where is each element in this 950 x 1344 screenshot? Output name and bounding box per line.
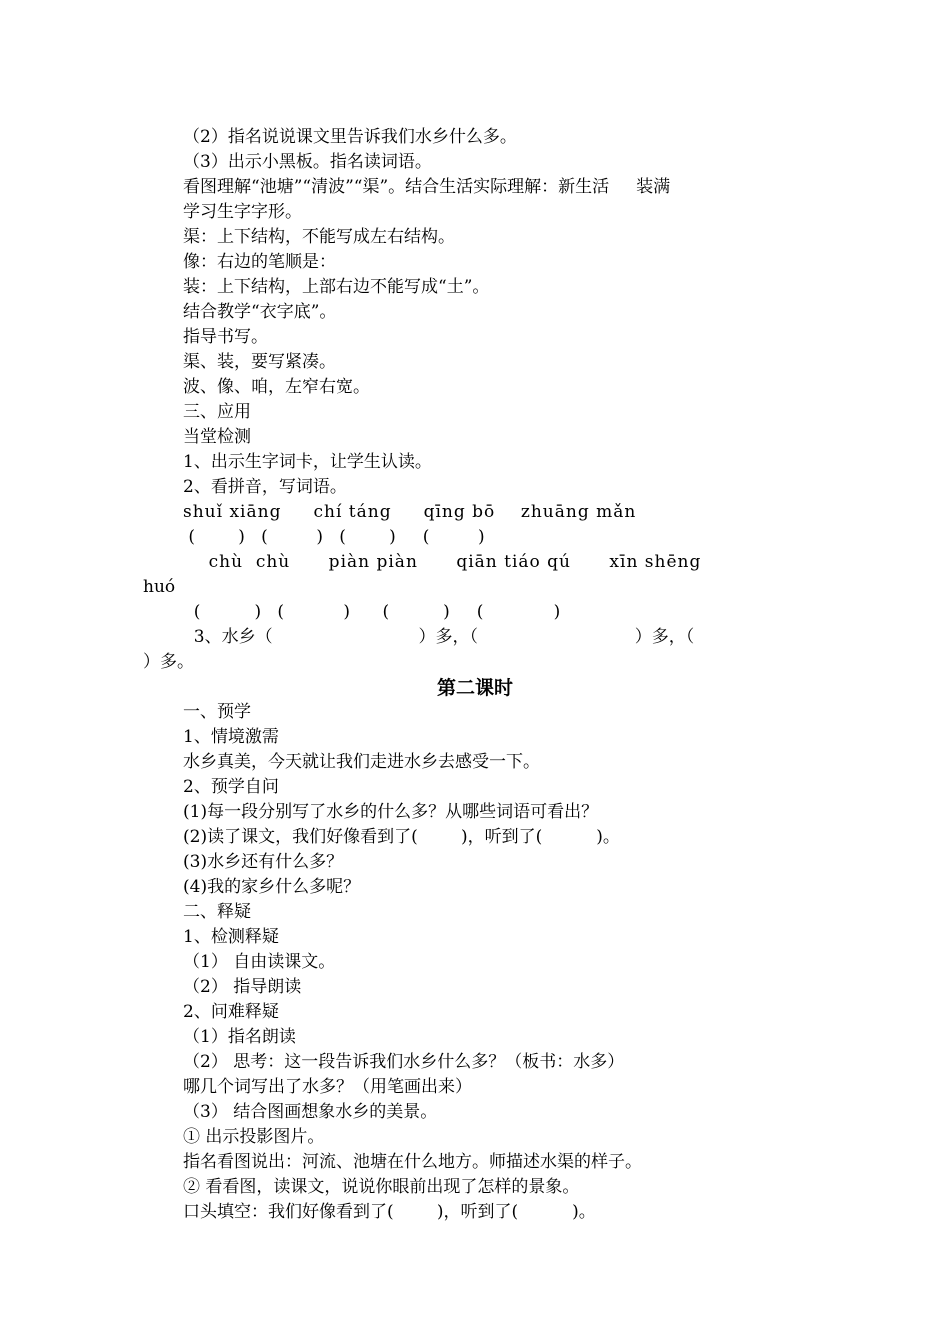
text-line: 2、问难释疑 (183, 1002, 279, 1022)
text-line: 1、出示生字词卡，让学生认读。 (183, 452, 432, 472)
text-line: 1、检测释疑 (183, 927, 279, 947)
text-line: (3)水乡还有什么多？ (183, 852, 344, 872)
text-line: 看图理解“池塘”“清波”“渠”。结合生活实际理解：新生活 装满 (183, 177, 671, 197)
pinyin-line: shuǐ xiāng chí táng qīng bō zhuāng mǎn (183, 502, 637, 522)
text-line: (2)读了课文，我们好像看到了( )，听到了( )。 (183, 827, 620, 847)
text-line: 口头填空：我们好像看到了( )，听到了( )。 (183, 1202, 596, 1222)
text-line: 指导书写。 (183, 327, 268, 347)
text-line: （2） 指导朗读 (183, 977, 302, 997)
text-line: ② 看看图，读课文，说说你眼前出现了怎样的景象。 (183, 1177, 580, 1197)
section-heading: 第二课时 (436, 677, 513, 699)
text-line: 2、看拼音，写词语。 (183, 477, 347, 497)
text-line: 水乡真美，今天就让我们走进水乡去感受一下。 (183, 752, 540, 772)
text-line: 指名看图说出：河流、池塘在什么地方。师描述水渠的样子。 (183, 1152, 642, 1172)
text-line: 结合教学“衣字底”。 (183, 302, 337, 322)
text-line: 渠、装，要写紧凑。 (183, 352, 336, 372)
text-line: (4)我的家乡什么多呢？ (183, 877, 361, 897)
text-line: 波、像、咱，左窄右宽。 (183, 377, 370, 397)
text-line: (1)每一段分别写了水乡的什么多？从哪些词语可看出？ (183, 802, 599, 822)
text-line: 像：右边的笔顺是： (183, 252, 336, 272)
text-line: （1） 自由读课文。 (183, 952, 336, 972)
text-line: 2、预学自问 (183, 777, 279, 797)
text-line: ① 出示投影图片。 (183, 1127, 325, 1147)
text-line: 1、情境激需 (183, 727, 279, 747)
text-line: 学习生字字形。 (183, 202, 302, 222)
pinyin-line: chù chù piàn piàn qiān tiáo qú xīn shēng (183, 552, 702, 572)
text-line: 二、释疑 (183, 902, 251, 922)
text-line: （2）指名说说课文里告诉我们水乡什么多。 (183, 127, 517, 147)
blank-line: ( ) ( ) ( ) ( ) (183, 527, 485, 547)
text-line: 三、应用 (183, 402, 251, 422)
text-line: 3、水乡（ ）多，（ ）多，（ (183, 627, 695, 647)
text-line: 哪几个词写出了水多？（用笔画出来） (183, 1077, 472, 1097)
pinyin-line: huó (143, 577, 176, 597)
text-line: 装：上下结构，上部右边不能写成“土”。 (183, 277, 490, 297)
blank-line: ( ) ( ) ( ) ( ) (183, 602, 561, 622)
text-line: （2） 思考：这一段告诉我们水乡什么多？（板书：水多） (183, 1052, 625, 1072)
text-line: 渠：上下结构，不能写成左右结构。 (183, 227, 455, 247)
text-line: 当堂检测 (183, 427, 251, 447)
text-line: 一、预学 (183, 702, 251, 722)
text-line: （3）出示小黑板。指名读词语。 (183, 152, 432, 172)
text-line: （3） 结合图画想象水乡的美景。 (183, 1102, 438, 1122)
text-line: （1）指名朗读 (183, 1027, 296, 1047)
text-line: ）多。 (143, 652, 194, 672)
